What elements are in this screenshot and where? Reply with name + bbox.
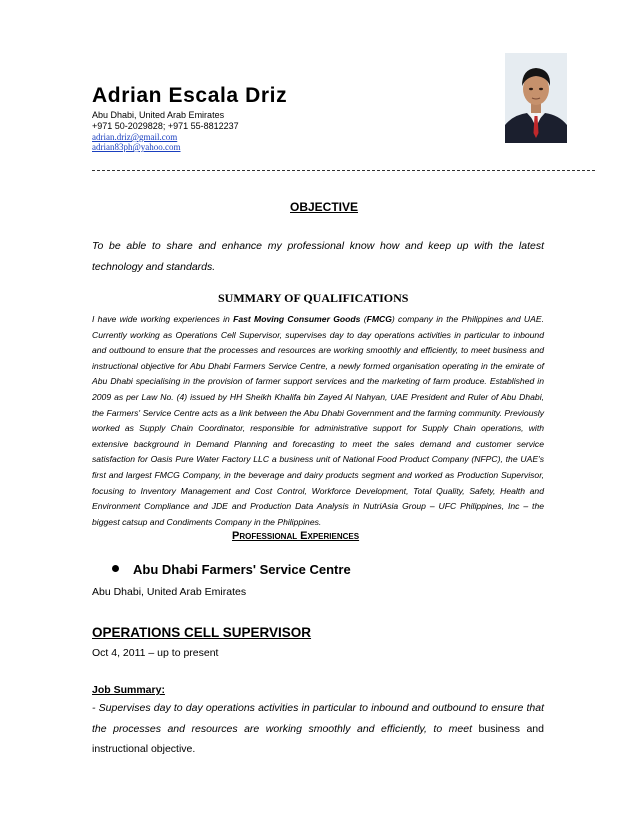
- summary-heading: SUMMARY OF QUALIFICATIONS: [218, 291, 409, 305]
- summary-bold-fmcg: FMCG: [366, 314, 392, 324]
- location-text: Abu Dhabi, United Arab Emirates: [92, 110, 225, 120]
- job-title: OPERATIONS CELL SUPERVISOR: [92, 625, 312, 640]
- objective-heading: OBJECTIVE: [290, 200, 359, 214]
- company-location: Abu Dhabi, United Arab Emirates: [92, 586, 247, 598]
- bullet-dot-icon: [112, 565, 119, 572]
- objective-text: To be able to share and enhance my professional know how and keep up with the latest technology and standards.: [92, 240, 544, 273]
- job-dates: Oct 4, 2011 – up to present: [92, 647, 219, 659]
- header-divider: [92, 170, 595, 171]
- job-summary-text: [92, 698, 544, 760]
- summary-text-part-2: (: [360, 314, 367, 324]
- experience-heading: Professional Experiences: [232, 530, 360, 542]
- company-name: Abu Dhabi Farmers' Service Centre: [133, 562, 351, 577]
- profile-photo-icon: [505, 53, 567, 143]
- job-summary-label: Job Summary:: [92, 684, 165, 696]
- email-1[interactable]: adrian.driz@gmail.com: [92, 132, 178, 142]
- email-link-2[interactable]: [92, 142, 181, 153]
- job-summary-italic: - Supervises day to day operations activities in particular to inbound and outbound to ensure that the processes and resources are working smoothly and efficiently, to meet: [92, 702, 544, 735]
- summary-bold-fmcg-full: Fast Moving Consumer Goods: [233, 314, 361, 324]
- job-summary-rest: business and instructional objective.: [92, 722, 544, 755]
- company-entry: [112, 562, 351, 577]
- email-2[interactable]: adrian83ph@yahoo.com: [92, 142, 181, 152]
- summary-text-part-3: ) company in the Philippines and UAE. Currently working as Operations Cell Supervisor, supervises day to day operations activities in particular to inbound and outbound to ensure that the processes and resources are working smoothly and efficiently, to meet business and instructional objective for Abu Dhabi Farmers Service Centre, a newly formed organisation operating in the emirate of Abu Dhabi specialising in the provision of farmer support services and the marketing of farm produce. Established in 2009 as per Law No. (4) issued by HH Sheikh Khalifa bin Zayed Al Nahyan, UAE President and Ruler of Abu Dhabi, the Farmers' Service Centre acts as a link between the Abu Dhabi Government and the farming community. Previously worked as Supply Chain Coordinator, responsible for administrative support for Supply Chain operations, with extensive background in Demand Planning and forecasting to meet the sales demand and customer service satisfaction for Oasis Pure Water Factory LLC a business unit of National Food Product Company (NFPC), the UAE's first and largest FMCG Company, in the beverage and dairy products segment and worked as Production Supervisor, focusing to Inventory Management and Cost Control, Workforce Development, Total Quality, Safety, Health and Environment Compliance and JDE and Production Data Analysis in NutriAsia Group – UFC Philippines, Inc – the biggest catsup and Condiments Company in the Philippines.: [92, 314, 544, 527]
- candidate-name: Adrian Escala Driz: [92, 84, 288, 107]
- phone-text: +971 50-2029828; +971 55-8812237: [92, 121, 239, 131]
- summary-text: [92, 312, 544, 530]
- summary-text-part-1: I have wide working experiences in: [92, 314, 234, 324]
- profile-photo: [505, 53, 567, 143]
